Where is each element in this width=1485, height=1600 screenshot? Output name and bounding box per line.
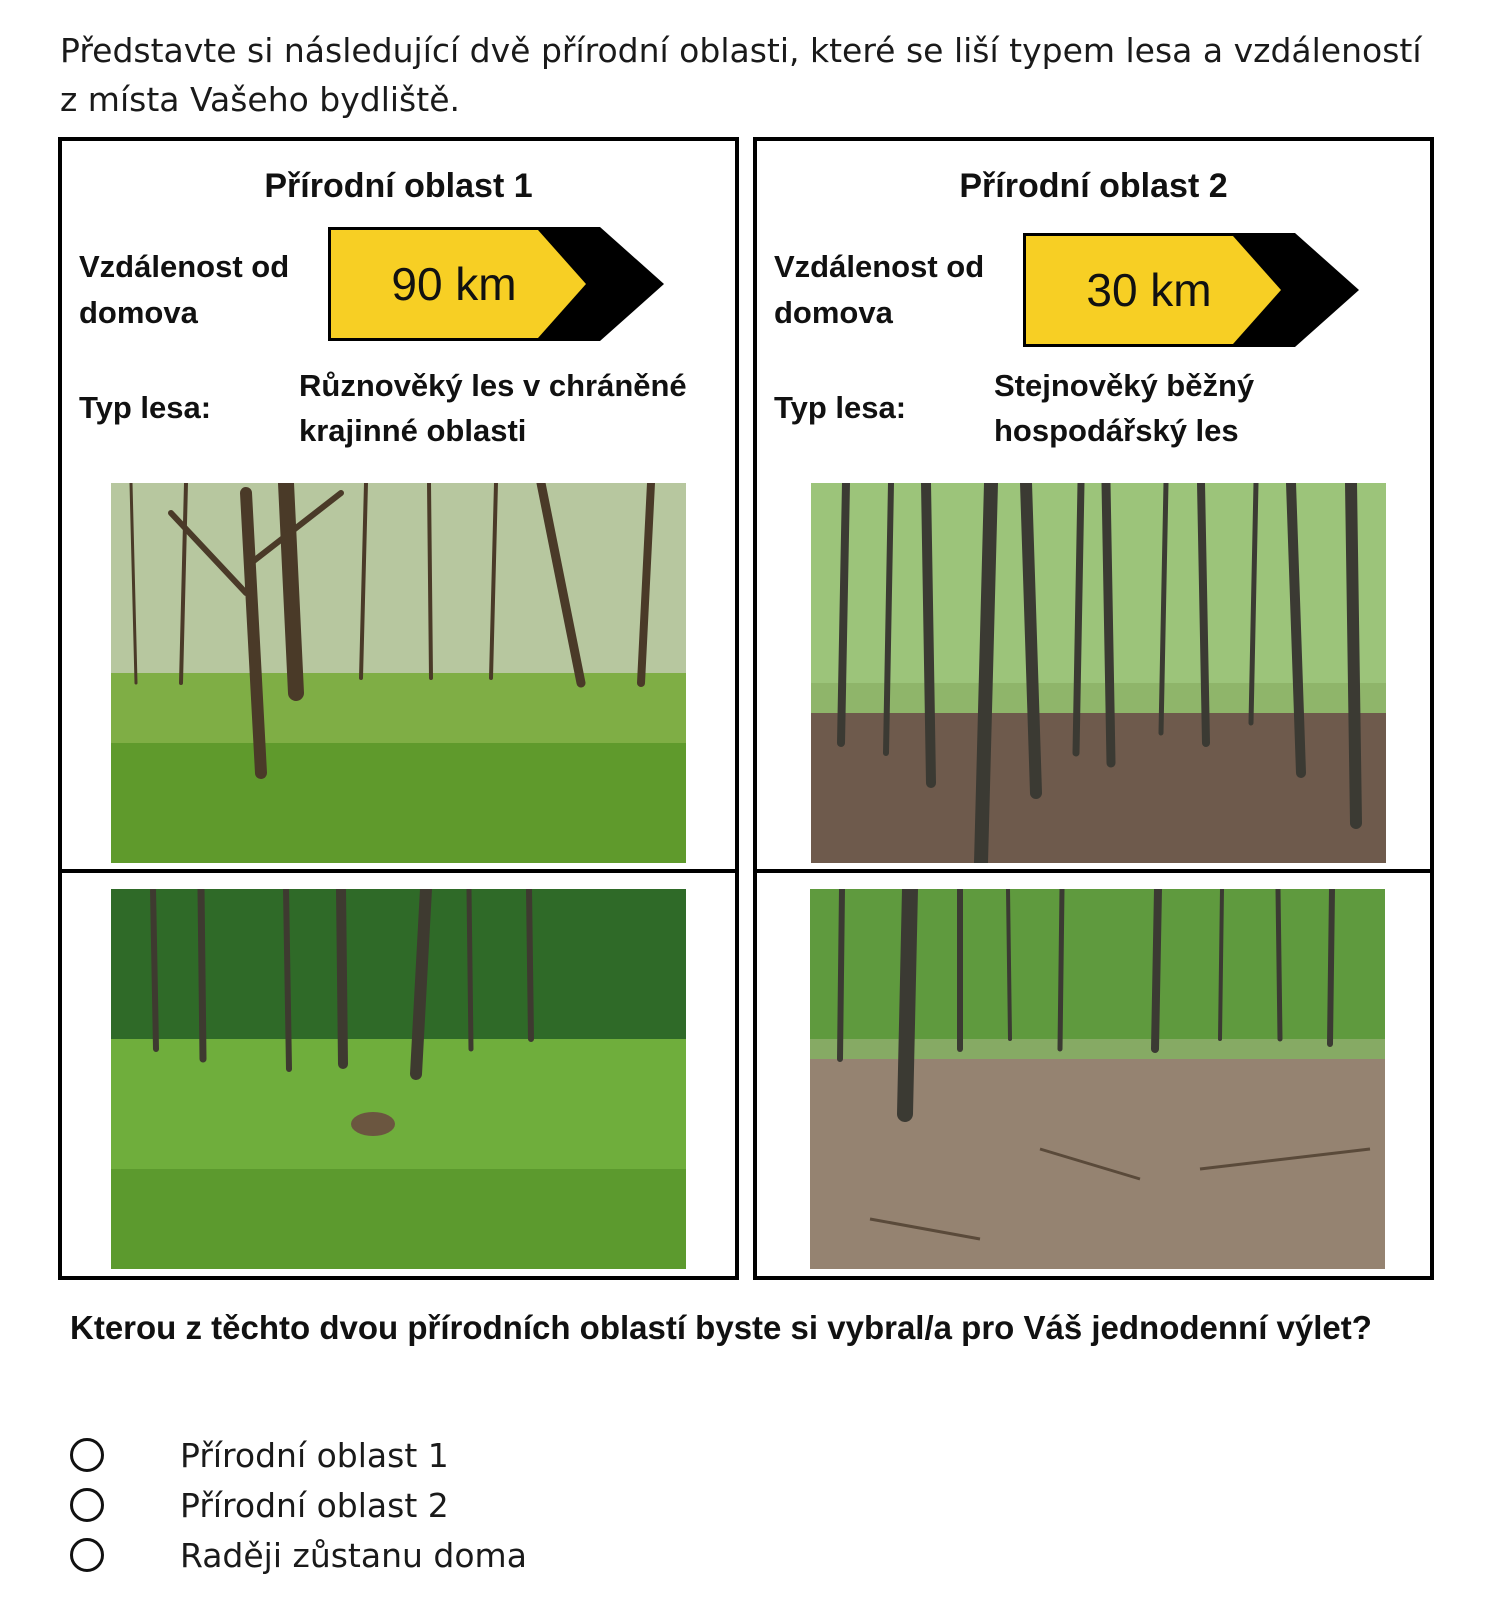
option-label: Přírodní oblast 1 <box>180 1435 449 1475</box>
intro-text: Představte si následující dvě přírodní oblasti, které se liší typem lesa a vzdáleností z místa Vašeho bydliště. <box>60 31 1422 119</box>
area-1-type-label: Typ lesa: <box>79 390 212 425</box>
option-label: Přírodní oblast 2 <box>180 1485 449 1525</box>
area-2-panel <box>753 137 1434 873</box>
area-1-distance-sign <box>328 227 672 341</box>
option-area-1[interactable] <box>70 1430 527 1480</box>
area-1-title: Přírodní oblast 1 <box>264 167 533 205</box>
radio-button[interactable] <box>70 1538 104 1572</box>
area-1-distance-label: Vzdálenost od domova <box>79 249 290 330</box>
option-stay-home[interactable] <box>70 1530 527 1580</box>
area-1-panel <box>58 137 739 873</box>
option-area-2[interactable] <box>70 1480 527 1530</box>
area-2-type-label: Typ lesa: <box>774 390 907 425</box>
area-1-photo-2 <box>111 889 686 1269</box>
area-2-distance-sign <box>1023 233 1367 347</box>
area-1-photo-1 <box>111 483 686 863</box>
area-2-forest-type: Stejnověký běžný hospodářský les <box>994 368 1255 448</box>
radio-button[interactable] <box>70 1488 104 1522</box>
question-text: Kterou z těchto dvou přírodních oblastí byste si vybral/a pro Váš jednodenní výlet? <box>70 1309 1372 1346</box>
area-2-photo-2 <box>810 889 1385 1269</box>
area-2-distance-value: 30 km <box>1086 264 1212 316</box>
option-label: Raději zůstanu doma <box>180 1535 527 1575</box>
answer-options <box>70 1430 527 1580</box>
area-2-photo-1 <box>811 483 1386 863</box>
area-1-distance-value: 90 km <box>391 258 517 310</box>
area-2-photo-panel <box>753 869 1434 1280</box>
area-2-title: Přírodní oblast 2 <box>959 167 1228 205</box>
area-1-photo-panel <box>58 869 739 1280</box>
area-2-distance-label: Vzdálenost od domova <box>774 249 985 330</box>
area-1-forest-type: Různověký les v chráněné krajinné oblasti <box>299 368 687 448</box>
radio-button[interactable] <box>70 1438 104 1472</box>
